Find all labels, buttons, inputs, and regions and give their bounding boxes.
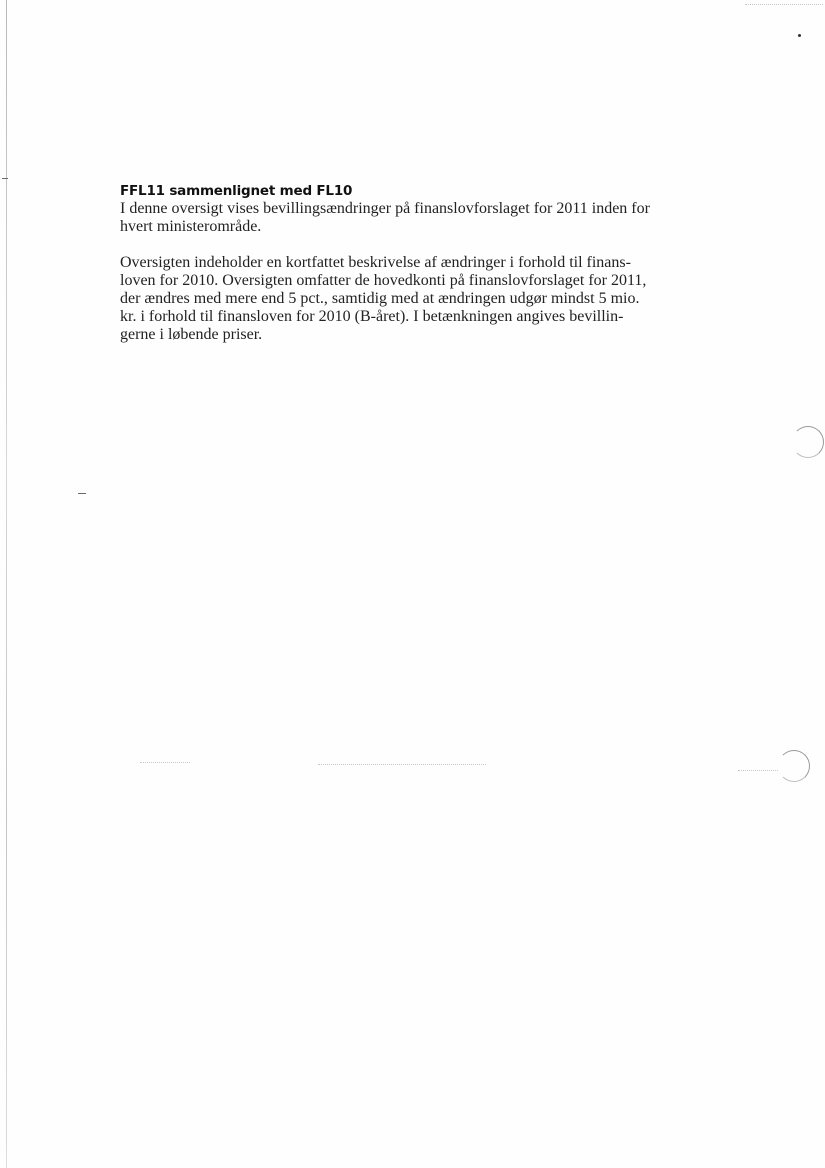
document-body [120, 182, 665, 344]
punch-hole [778, 750, 810, 782]
text-line: I denne oversigt vises bevillingsændringer på finanslovforslaget for 2011 inden for [120, 200, 650, 217]
paragraph-description [120, 254, 665, 344]
scan-dot [798, 34, 801, 37]
text-line: hvert ministerområde. [120, 218, 262, 235]
punch-hole [792, 426, 824, 458]
scan-dotted-line [745, 4, 823, 5]
scan-mark [2, 178, 8, 179]
scan-dotted-line [738, 770, 778, 771]
text-line: gerne i løbende priser. [120, 326, 263, 343]
scan-dotted-line [318, 764, 486, 765]
paragraph-intro [120, 200, 665, 236]
text-line: kr. i forhold til finansloven for 2010 (B-året). I betænkningen angives bevillin- [120, 308, 624, 325]
text-line: der ændres med mere end 5 pct., samtidig med at ændringen udgør mindst 5 mio. [120, 290, 640, 307]
text-line: Oversigten indeholder en kortfattet beskrivelse af ændringer i forhold til finans- [120, 254, 631, 271]
section-heading: FFL11 sammenlignet med FL10 [120, 183, 353, 199]
scan-margin-line [6, 0, 7, 1168]
text-line: loven for 2010. Oversigten omfatter de hovedkonti på finanslovforslaget for 2011, [120, 272, 647, 289]
scan-mark [78, 493, 86, 494]
scan-dotted-line [140, 762, 190, 763]
